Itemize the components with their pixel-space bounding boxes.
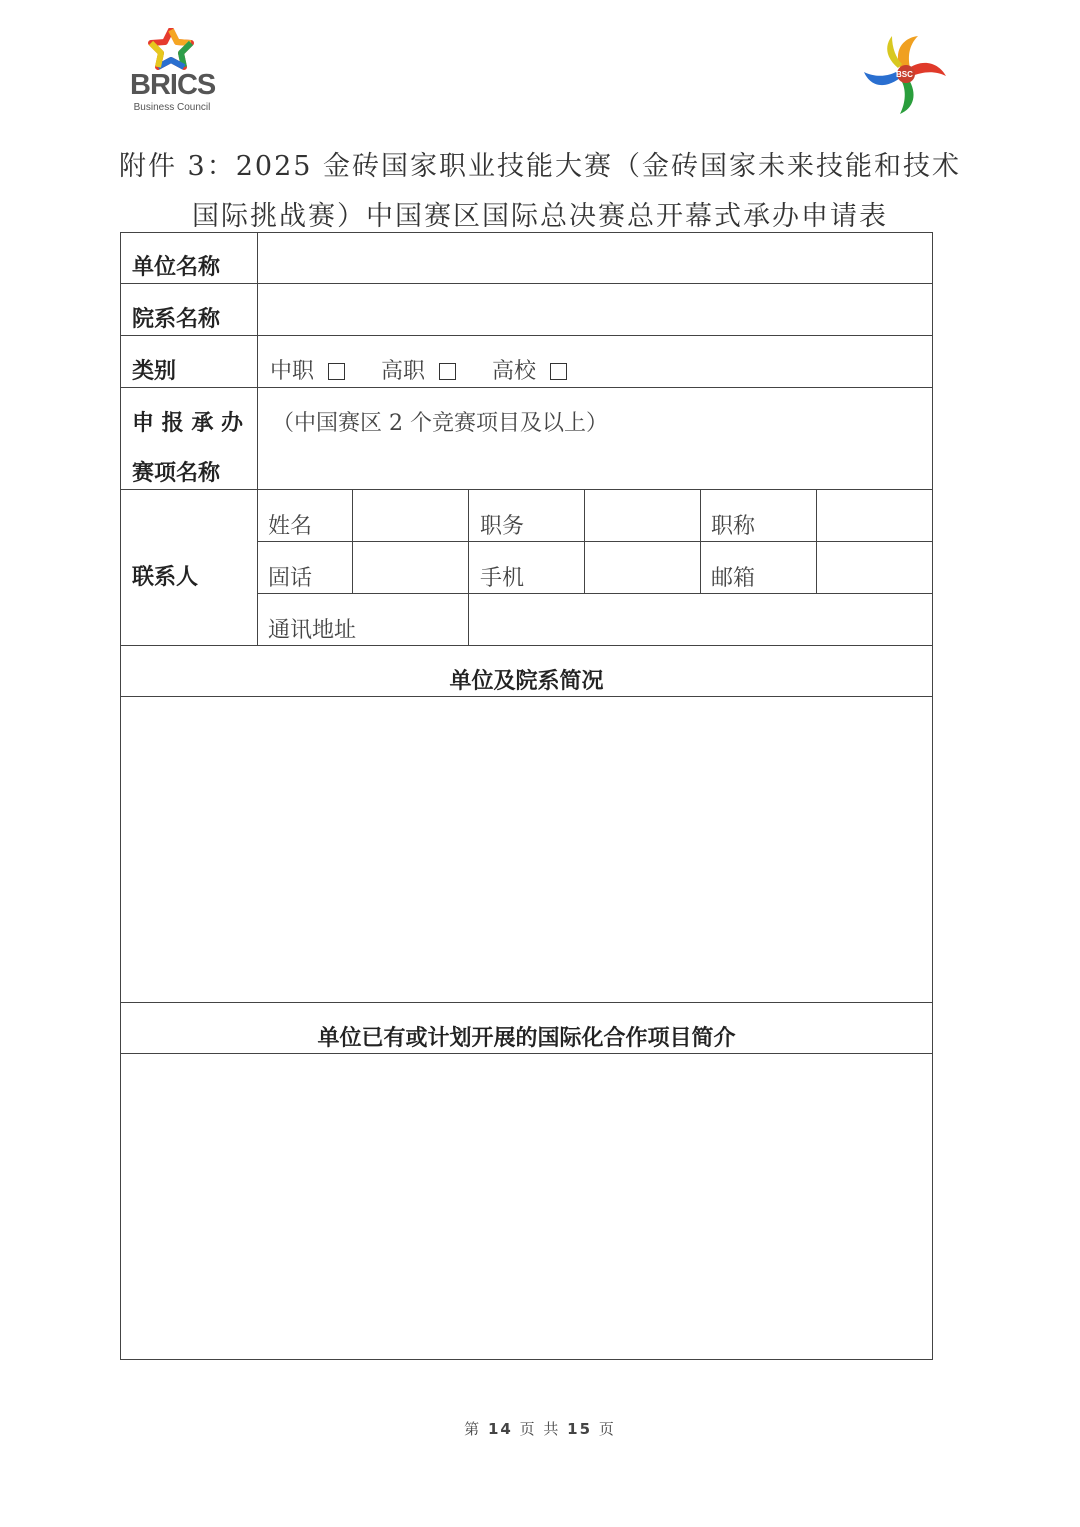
contact-phone-field[interactable] xyxy=(354,543,467,592)
column-divider xyxy=(700,489,701,593)
column-divider xyxy=(584,489,585,593)
contact-address-label: 通讯地址 xyxy=(268,618,357,643)
table-border xyxy=(120,232,121,1360)
contact-address-field[interactable] xyxy=(470,595,931,644)
row-divider xyxy=(257,541,933,542)
intl-cooperation-textarea[interactable] xyxy=(122,1055,931,1358)
dept-name-field[interactable] xyxy=(259,286,931,334)
column-divider xyxy=(816,489,817,593)
row-divider xyxy=(120,696,933,697)
brics-subtitle: Business Council xyxy=(133,102,211,113)
contact-mobile-field[interactable] xyxy=(586,543,699,592)
row-divider xyxy=(120,335,933,336)
column-divider xyxy=(352,489,353,593)
application-form-table xyxy=(120,232,933,1360)
contact-email-field[interactable] xyxy=(818,543,931,592)
column-divider xyxy=(468,489,469,645)
page-title-line2: 国际挑战赛）中国赛区国际总决赛总开幕式承办申请表 xyxy=(192,201,888,232)
footer-suffix: 页 xyxy=(598,1420,616,1438)
category-option-secondary-vocational[interactable]: 中职 xyxy=(270,354,345,385)
section-unit-overview-heading: 单位及院系简况 xyxy=(449,668,604,694)
row-divider xyxy=(120,283,933,284)
category-label: 类别 xyxy=(132,358,177,384)
contact-phone-label: 固话 xyxy=(268,566,313,591)
event-hint: （中国赛区 2 个竞赛项目及以上） xyxy=(272,411,608,436)
row-divider xyxy=(120,1002,933,1003)
checkbox-icon[interactable] xyxy=(550,363,567,380)
page-footer xyxy=(0,1418,1080,1439)
event-label-line2: 赛项名称 xyxy=(132,460,221,486)
total-page-number: 15 xyxy=(567,1420,593,1438)
bsc-text: BSC xyxy=(896,70,913,79)
contact-position-label: 职务 xyxy=(480,514,525,539)
event-label-line1: 申 报 承 办 xyxy=(132,410,243,436)
page-title-line1: 附件 3：2025 金砖国家职业技能大赛（金砖国家未来技能和技术 xyxy=(118,151,962,182)
section-intl-cooperation-heading: 单位已有或计划开展的国际化合作项目简介 xyxy=(317,1025,736,1051)
category-option-higher-vocational[interactable]: 高职 xyxy=(381,354,456,385)
event-name-field[interactable] xyxy=(259,432,931,488)
unit-name-field[interactable] xyxy=(259,234,931,282)
row-divider xyxy=(257,593,933,594)
checkbox-icon[interactable] xyxy=(328,363,345,380)
current-page-number: 14 xyxy=(487,1420,513,1438)
category-option-university[interactable]: 高校 xyxy=(492,354,567,385)
contact-name-field[interactable] xyxy=(354,491,467,540)
brics-logo xyxy=(130,28,214,120)
contact-title-field[interactable] xyxy=(818,491,931,540)
row-divider xyxy=(120,645,933,646)
brics-star-icon xyxy=(147,28,195,70)
table-border xyxy=(120,232,933,233)
contact-mobile-label: 手机 xyxy=(480,566,525,591)
bsc-logo xyxy=(862,32,950,116)
row-divider xyxy=(120,489,933,490)
contact-name-label: 姓名 xyxy=(268,514,313,539)
dept-name-label: 院系名称 xyxy=(132,306,221,332)
column-divider xyxy=(257,232,258,645)
contact-position-field[interactable] xyxy=(586,491,699,540)
contact-label: 联系人 xyxy=(132,564,199,590)
unit-overview-textarea[interactable] xyxy=(122,698,931,1001)
footer-mid: 页 共 xyxy=(519,1420,561,1438)
row-divider xyxy=(120,1053,933,1054)
brics-wordmark: BRICS xyxy=(130,69,216,101)
table-border xyxy=(120,1359,933,1360)
contact-title-label: 职称 xyxy=(711,514,756,539)
checkbox-icon[interactable] xyxy=(439,363,456,380)
footer-prefix: 第 xyxy=(464,1420,482,1438)
contact-email-label: 邮箱 xyxy=(711,566,756,591)
unit-name-label: 单位名称 xyxy=(132,254,221,280)
row-divider xyxy=(120,387,933,388)
table-border xyxy=(932,232,933,1360)
